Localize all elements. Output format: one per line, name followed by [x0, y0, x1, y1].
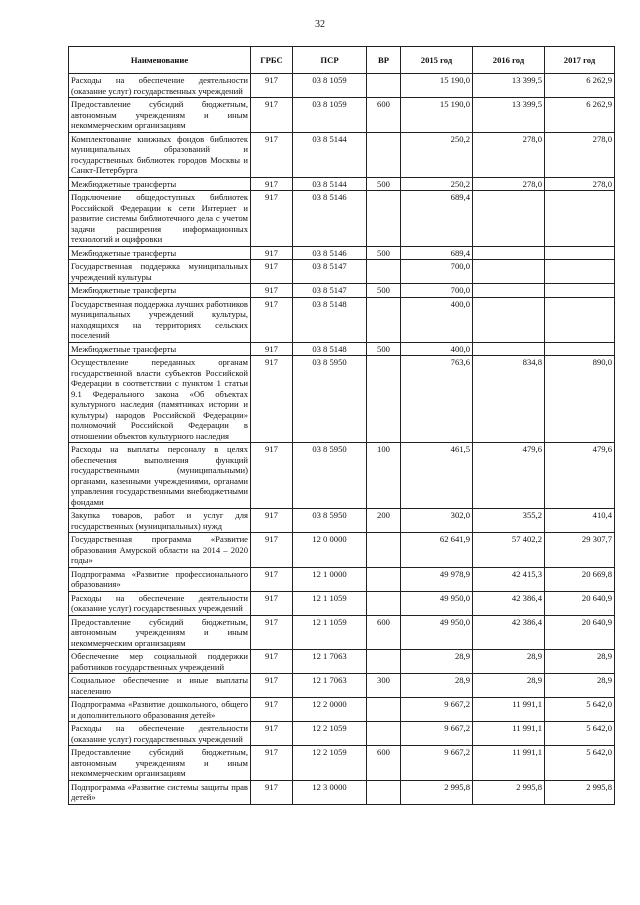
- row-2015: 49 950,0: [401, 615, 473, 650]
- row-vr: [367, 780, 401, 804]
- row-grbs: 917: [251, 342, 293, 356]
- row-vr: 100: [367, 443, 401, 509]
- row-name: Закупка товаров, работ и услуг для государственных (муниципальных) нужд: [69, 509, 251, 533]
- row-grbs: 917: [251, 533, 293, 568]
- row-grbs: 917: [251, 191, 293, 247]
- table-row: [69, 650, 615, 674]
- row-name: Предоставление субсидий бюджетным, автономным учреждениям и иным некоммерческим организациям: [69, 615, 251, 650]
- row-vr: 600: [367, 746, 401, 781]
- row-vr: 600: [367, 98, 401, 133]
- table-row: [69, 674, 615, 698]
- table-row: [69, 191, 615, 247]
- table-row: [69, 74, 615, 98]
- row-psr: 12 2 0000: [293, 698, 367, 722]
- row-name: Государственная программа «Развитие образования Амурской области на 2014 – 2020 годы»: [69, 533, 251, 568]
- table-row: [69, 443, 615, 509]
- row-2016: 13 399,5: [473, 98, 545, 133]
- row-grbs: 917: [251, 132, 293, 177]
- row-name: Подключение общедоступных библиотек Российской Федерации к сети Интернет и развитие системы библиотечного дела с учетом задачи расширения информационных технологий и оцифровки: [69, 191, 251, 247]
- header-name: Наименование: [69, 47, 251, 74]
- row-psr: 12 3 0000: [293, 780, 367, 804]
- row-2015: 9 667,2: [401, 698, 473, 722]
- budget-table: [68, 46, 615, 805]
- row-2016: 834,8: [473, 356, 545, 443]
- table-row: [69, 698, 615, 722]
- row-2017: 278,0: [545, 132, 615, 177]
- row-2016: [473, 297, 545, 342]
- row-vr: [367, 698, 401, 722]
- row-2017: 890,0: [545, 356, 615, 443]
- row-2015: 15 190,0: [401, 74, 473, 98]
- row-psr: 03 8 5950: [293, 356, 367, 443]
- row-2016: [473, 191, 545, 247]
- row-2016: 42 386,4: [473, 591, 545, 615]
- row-name: Обеспечение мер социальной поддержки работников государственных учреждений: [69, 650, 251, 674]
- row-vr: 500: [367, 284, 401, 298]
- row-2016: 57 402,2: [473, 533, 545, 568]
- row-name: Расходы на выплаты персоналу в целях обеспечения выполнения функций государственными (муниципальными) органами, казенными учреждениями, органами управления государственными внебюджетными фондами: [69, 443, 251, 509]
- table-row: [69, 132, 615, 177]
- row-vr: 200: [367, 509, 401, 533]
- table-row: [69, 567, 615, 591]
- row-psr: 03 8 5144: [293, 132, 367, 177]
- row-2015: 2 995,8: [401, 780, 473, 804]
- row-vr: [367, 191, 401, 247]
- row-grbs: 917: [251, 74, 293, 98]
- table-row: [69, 177, 615, 191]
- row-2016: 2 995,8: [473, 780, 545, 804]
- table-row: [69, 509, 615, 533]
- row-psr: 03 8 5144: [293, 177, 367, 191]
- row-2017: 278,0: [545, 177, 615, 191]
- table-row: [69, 342, 615, 356]
- row-2015: 62 641,9: [401, 533, 473, 568]
- row-2017: 410,4: [545, 509, 615, 533]
- row-grbs: 917: [251, 260, 293, 284]
- row-name: Социальное обеспечение и иные выплаты населению: [69, 674, 251, 698]
- row-psr: 12 2 1059: [293, 722, 367, 746]
- row-2017: 28,9: [545, 674, 615, 698]
- row-2015: 15 190,0: [401, 98, 473, 133]
- row-2016: 13 399,5: [473, 74, 545, 98]
- row-grbs: 917: [251, 698, 293, 722]
- row-2017: 5 642,0: [545, 746, 615, 781]
- row-2015: 9 667,2: [401, 722, 473, 746]
- row-name: Подпрограмма «Развитие профессионального образования»: [69, 567, 251, 591]
- row-2015: 763,6: [401, 356, 473, 443]
- row-2015: 689,4: [401, 246, 473, 260]
- row-name: Расходы на обеспечение деятельности (оказание услуг) государственных учреждений: [69, 591, 251, 615]
- row-vr: [367, 260, 401, 284]
- table-row: [69, 615, 615, 650]
- row-vr: [367, 297, 401, 342]
- table-row: [69, 246, 615, 260]
- header-psr: ПСР: [293, 47, 367, 74]
- row-2017: 6 262,9: [545, 74, 615, 98]
- row-grbs: 917: [251, 780, 293, 804]
- row-vr: 500: [367, 246, 401, 260]
- row-psr: 03 8 5146: [293, 191, 367, 247]
- row-name: Межбюджетные трансферты: [69, 177, 251, 191]
- row-2017: 20 640,9: [545, 615, 615, 650]
- row-psr: 03 8 5148: [293, 342, 367, 356]
- row-2017: 28,9: [545, 650, 615, 674]
- table-row: [69, 533, 615, 568]
- row-vr: [367, 356, 401, 443]
- row-psr: 12 1 7063: [293, 650, 367, 674]
- row-2016: 355,2: [473, 509, 545, 533]
- row-2017: 479,6: [545, 443, 615, 509]
- row-2015: 400,0: [401, 297, 473, 342]
- row-vr: 300: [367, 674, 401, 698]
- row-psr: 12 1 0000: [293, 567, 367, 591]
- row-2016: 11 991,1: [473, 746, 545, 781]
- row-2017: 29 307,7: [545, 533, 615, 568]
- row-2017: 5 642,0: [545, 698, 615, 722]
- row-vr: 500: [367, 177, 401, 191]
- row-grbs: 917: [251, 509, 293, 533]
- row-vr: [367, 591, 401, 615]
- row-2017: 2 995,8: [545, 780, 615, 804]
- header-grbs: ГРБС: [251, 47, 293, 74]
- row-2015: 250,2: [401, 132, 473, 177]
- row-2015: 302,0: [401, 509, 473, 533]
- row-grbs: 917: [251, 591, 293, 615]
- row-2016: [473, 284, 545, 298]
- row-2016: 278,0: [473, 177, 545, 191]
- row-grbs: 917: [251, 567, 293, 591]
- row-name: Осуществление переданных органам государственной власти субъектов Российской Федерации в соответствии с пунктом 1 статьи 9.1 Федерального закона «Об объектах культурного наследия (памятниках истории и культуры) народов Российской Федерации» полномочий Российской Федерации в отношении объектов культурного наследия: [69, 356, 251, 443]
- row-name: Межбюджетные трансферты: [69, 284, 251, 298]
- row-vr: 600: [367, 615, 401, 650]
- row-2016: [473, 246, 545, 260]
- row-grbs: 917: [251, 177, 293, 191]
- row-grbs: 917: [251, 674, 293, 698]
- row-name: Государственная поддержка муниципальных учреждений культуры: [69, 260, 251, 284]
- row-grbs: 917: [251, 722, 293, 746]
- header-2016: 2016 год: [473, 47, 545, 74]
- row-2017: [545, 191, 615, 247]
- row-2015: 700,0: [401, 284, 473, 298]
- page-number: 32: [315, 19, 325, 30]
- row-grbs: 917: [251, 356, 293, 443]
- table-row: [69, 746, 615, 781]
- row-2015: 9 667,2: [401, 746, 473, 781]
- row-psr: 03 8 5147: [293, 284, 367, 298]
- row-psr: 12 1 1059: [293, 591, 367, 615]
- row-2016: 11 991,1: [473, 722, 545, 746]
- row-psr: 03 8 5148: [293, 297, 367, 342]
- row-2015: 700,0: [401, 260, 473, 284]
- row-2017: 5 642,0: [545, 722, 615, 746]
- row-name: Предоставление субсидий бюджетным, автономным учреждениям и иным некоммерческим организациям: [69, 746, 251, 781]
- row-vr: [367, 722, 401, 746]
- row-grbs: 917: [251, 650, 293, 674]
- row-name: Расходы на обеспечение деятельности (оказание услуг) государственных учреждений: [69, 74, 251, 98]
- row-2017: [545, 284, 615, 298]
- table-row: [69, 284, 615, 298]
- row-2016: 11 991,1: [473, 698, 545, 722]
- row-2017: 20 640,9: [545, 591, 615, 615]
- row-name: Межбюджетные трансферты: [69, 246, 251, 260]
- row-vr: [367, 567, 401, 591]
- row-2015: 461,5: [401, 443, 473, 509]
- row-vr: [367, 74, 401, 98]
- row-2015: 689,4: [401, 191, 473, 247]
- row-2016: 479,6: [473, 443, 545, 509]
- row-grbs: 917: [251, 284, 293, 298]
- row-2017: [545, 297, 615, 342]
- row-2015: 400,0: [401, 342, 473, 356]
- row-2016: [473, 260, 545, 284]
- row-2015: 49 978,9: [401, 567, 473, 591]
- row-2015: 28,9: [401, 674, 473, 698]
- row-2017: [545, 260, 615, 284]
- table-row: [69, 297, 615, 342]
- row-grbs: 917: [251, 615, 293, 650]
- row-name: Подпрограмма «Развитие дошкольного, общего и дополнительного образования детей»: [69, 698, 251, 722]
- row-vr: [367, 533, 401, 568]
- header-2017: 2017 год: [545, 47, 615, 74]
- row-name: Подпрограмма «Развитие системы защиты прав детей»: [69, 780, 251, 804]
- row-2015: 28,9: [401, 650, 473, 674]
- row-psr: 12 1 7063: [293, 674, 367, 698]
- table-header-row: [69, 47, 615, 74]
- row-name: Предоставление субсидий бюджетным, автономным учреждениям и иным некоммерческим организациям: [69, 98, 251, 133]
- table-row: [69, 722, 615, 746]
- row-psr: 03 8 5950: [293, 509, 367, 533]
- row-2017: 6 262,9: [545, 98, 615, 133]
- row-psr: 03 8 1059: [293, 74, 367, 98]
- row-vr: [367, 650, 401, 674]
- row-psr: 03 8 5950: [293, 443, 367, 509]
- row-grbs: 917: [251, 297, 293, 342]
- row-name: Комплектование книжных фондов библиотек муниципальных образований и государственных библиотек городов Москвы и Санкт-Петербурга: [69, 132, 251, 177]
- row-2016: 42 415,3: [473, 567, 545, 591]
- row-2017: [545, 246, 615, 260]
- row-name: Расходы на обеспечение деятельности (оказание услуг) государственных учреждений: [69, 722, 251, 746]
- row-grbs: 917: [251, 246, 293, 260]
- row-psr: 03 8 5147: [293, 260, 367, 284]
- row-2017: [545, 342, 615, 356]
- row-2016: 278,0: [473, 132, 545, 177]
- header-vr: ВР: [367, 47, 401, 74]
- header-2015: 2015 год: [401, 47, 473, 74]
- row-2015: 49 950,0: [401, 591, 473, 615]
- row-psr: 12 1 1059: [293, 615, 367, 650]
- row-grbs: 917: [251, 98, 293, 133]
- table-row: [69, 98, 615, 133]
- row-vr: [367, 132, 401, 177]
- row-2015: 250,2: [401, 177, 473, 191]
- table-row: [69, 780, 615, 804]
- row-2017: 20 669,8: [545, 567, 615, 591]
- row-psr: 03 8 1059: [293, 98, 367, 133]
- row-2016: 28,9: [473, 650, 545, 674]
- table-row: [69, 591, 615, 615]
- table-row: [69, 356, 615, 443]
- row-name: Государственная поддержка лучших работников муниципальных учреждений культуры, находящихся на территориях сельских поселений: [69, 297, 251, 342]
- row-2016: [473, 342, 545, 356]
- table-row: [69, 260, 615, 284]
- row-vr: 500: [367, 342, 401, 356]
- row-psr: 12 0 0000: [293, 533, 367, 568]
- row-name: Межбюджетные трансферты: [69, 342, 251, 356]
- row-grbs: 917: [251, 746, 293, 781]
- row-grbs: 917: [251, 443, 293, 509]
- row-psr: 12 2 1059: [293, 746, 367, 781]
- row-2016: 42 386,4: [473, 615, 545, 650]
- row-2016: 28,9: [473, 674, 545, 698]
- row-psr: 03 8 5146: [293, 246, 367, 260]
